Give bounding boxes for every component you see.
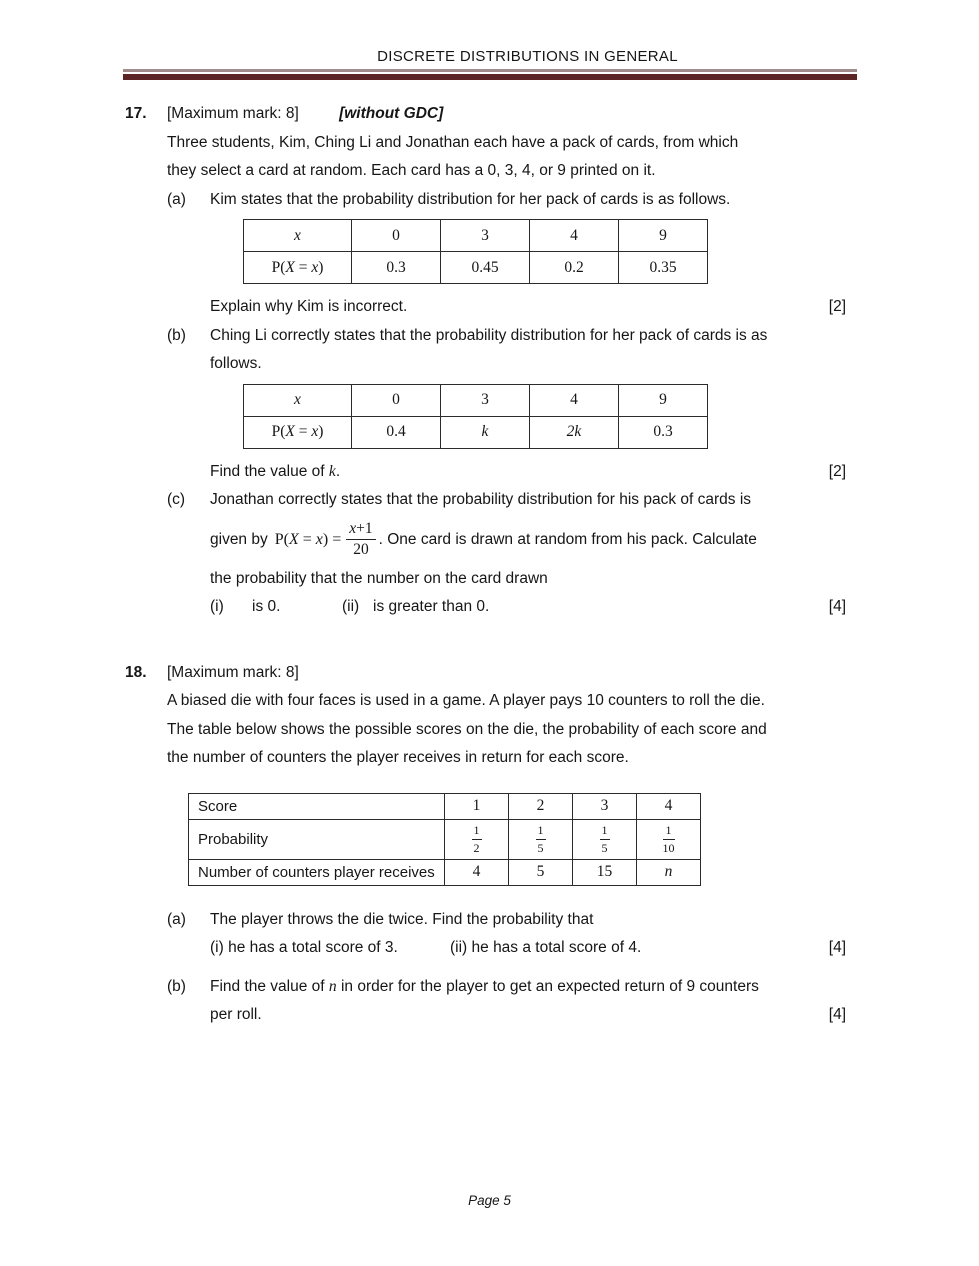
prob-value-cell: 0.45 (441, 252, 530, 284)
die-score-table (188, 793, 701, 886)
table-row-x (244, 384, 708, 416)
item-i-text: (i) he has a total score of 3. (210, 939, 398, 956)
part-b-label: (b) (167, 977, 186, 995)
q17-intro-line-2: they select a card at random. Each card has a 0, 3, 4, or 9 printed on it. (167, 162, 656, 179)
x-value-cell: 4 (530, 220, 619, 252)
q17-part-c-formula-line: given by P(X = x) = $\frac{x+1}{20}$ . One card is drawn at random from his pack. Calculate (210, 520, 757, 558)
score-value-cell: 4 (637, 793, 701, 819)
score-value-cell: 2 (509, 793, 573, 819)
counters-value-cell: 5 (509, 859, 573, 885)
probability-table-chingli (243, 384, 708, 449)
q17-part-c-items (210, 593, 846, 622)
question-number: 17. (125, 105, 147, 122)
part-a-label: (a) (167, 190, 186, 208)
table-row-x (244, 220, 708, 252)
score-value-cell: 1 (445, 793, 509, 819)
q18-intro-line-3: the number of counters the player receives in return for each score. (167, 749, 629, 766)
q17-part-c (125, 486, 846, 622)
part-c-label: (c) (167, 491, 186, 508)
counters-value-cell: 15 (573, 859, 637, 885)
q18-part-b (125, 973, 846, 1030)
probability-label-cell: Probability (189, 819, 445, 859)
q18-intro-line-2: The table below shows the possible scores on the die, the probability of each score and (167, 720, 767, 738)
q18-part-b-line-1: Find the value of n in order for the player to get an expected return of 9 counters (210, 977, 759, 995)
q17-part-a-text: Kim states that the probability distribution for her pack of cards is as follows. (210, 190, 731, 208)
prob-value-cell: k (441, 416, 530, 448)
q18-intro-line-1: A biased die with four faces is used in a game. A player pays 10 counters to roll the die. (167, 692, 765, 709)
q17-part-b-line-2: follows. (210, 355, 262, 372)
q17-part-a (125, 186, 846, 322)
x-value-cell: 4 (530, 384, 619, 416)
max-mark-label: [Maximum mark: 8] (167, 663, 299, 681)
q17-part-c-line-1: Jonathan correctly states that the probability distribution for his pack of cards is (210, 491, 752, 508)
item-ii-text: (ii) he has a total score of 4. (450, 939, 642, 956)
counters-label-cell: Number of counters player receives (189, 859, 445, 885)
page-title: DISCRETE DISTRIBUTIONS IN GENERAL (377, 48, 678, 65)
table-row-probability (244, 416, 708, 448)
marks-label: [2] (828, 298, 846, 315)
item-i-text: is 0. (252, 598, 281, 615)
score-value-cell: 3 (573, 793, 637, 819)
q17-part-b-prompt: Find the value of k. [2] (210, 458, 846, 487)
x-header-cell: x (244, 220, 352, 252)
x-header-cell: x (244, 384, 352, 416)
part-a-label: (a) (167, 910, 186, 928)
probability-fraction-cell: $\frac{1}{5}$ (509, 819, 573, 859)
item-i-label: (i) (210, 598, 224, 615)
prob-value-cell: 0.2 (530, 252, 619, 284)
q18-part-a-text: The player throws the die twice. Find the probability that (210, 910, 594, 928)
question-17-heading (125, 100, 846, 129)
x-value-cell: 9 (619, 220, 708, 252)
q17-intro-line-1: Three students, Kim, Ching Li and Jonathan each have a pack of cards, from which (167, 133, 739, 151)
q18-part-a (125, 906, 846, 963)
item-ii-text: is greater than 0. (373, 598, 490, 615)
document-content (125, 100, 846, 1030)
question-18-heading (125, 659, 846, 688)
q17-part-c-line-3: the probability that the number on the card drawn (210, 569, 548, 587)
prob-header-cell: P(X = x) (244, 416, 352, 448)
page-footer (0, 1193, 979, 1208)
probability-fraction-cell: $\frac{1}{2}$ (445, 819, 509, 859)
table-row-probability (244, 252, 708, 284)
prob-value-cell: 0.4 (352, 416, 441, 448)
q17-part-a-prompt: Explain why Kim is incorrect. [2] (210, 293, 846, 322)
q17-part-b-line-1: Ching Li correctly states that the probability distribution for her pack of cards is as (210, 326, 768, 344)
probability-table-kim (243, 219, 708, 284)
probability-fraction-cell: $\frac{1}{10}$ (637, 819, 701, 859)
x-value-cell: 9 (619, 384, 708, 416)
x-value-cell: 3 (441, 384, 530, 416)
probability-fraction-cell: $\frac{1}{5}$ (573, 819, 637, 859)
gdc-note: [without GDC] (339, 105, 444, 122)
formula-fraction: $\frac{x+1}{20}$ (346, 520, 375, 559)
counters-value-cell: n (637, 859, 701, 885)
header-divider (123, 69, 857, 80)
q17-part-b (125, 322, 846, 487)
probability-formula: P(X = x) = (274, 530, 342, 548)
table-row-counters (189, 859, 701, 885)
question-18 (125, 659, 846, 1030)
marks-label: [4] (828, 939, 846, 956)
q18-part-b-line-2: per roll. [4] (210, 1001, 846, 1030)
q18-table-wrap (167, 793, 846, 886)
question-number: 18. (125, 663, 147, 681)
prob-header-cell: P(X = x) (244, 252, 352, 284)
item-ii-label: (ii) (342, 598, 360, 615)
marks-label: [4] (828, 598, 846, 615)
marks-label: [4] (828, 1006, 846, 1023)
prob-value-cell: 0.3 (619, 416, 708, 448)
question-17 (125, 100, 846, 622)
x-value-cell: 0 (352, 384, 441, 416)
prob-value-cell: 0.3 (352, 252, 441, 284)
x-value-cell: 3 (441, 220, 530, 252)
score-label-cell: Score (189, 793, 445, 819)
page-header (0, 0, 979, 80)
part-b-label: (b) (167, 326, 186, 344)
table-row-score (189, 793, 701, 819)
x-value-cell: 0 (352, 220, 441, 252)
page-number: Page 5 (468, 1193, 511, 1208)
marks-label: [2] (828, 462, 846, 480)
table-row-probability (189, 819, 701, 859)
prob-value-cell: 2k (530, 416, 619, 448)
prob-value-cell: 0.35 (619, 252, 708, 284)
divider-thick-line (123, 74, 857, 80)
q18-part-a-items (210, 934, 846, 963)
counters-value-cell: 4 (445, 859, 509, 885)
max-mark-label: [Maximum mark: 8] (167, 105, 299, 122)
